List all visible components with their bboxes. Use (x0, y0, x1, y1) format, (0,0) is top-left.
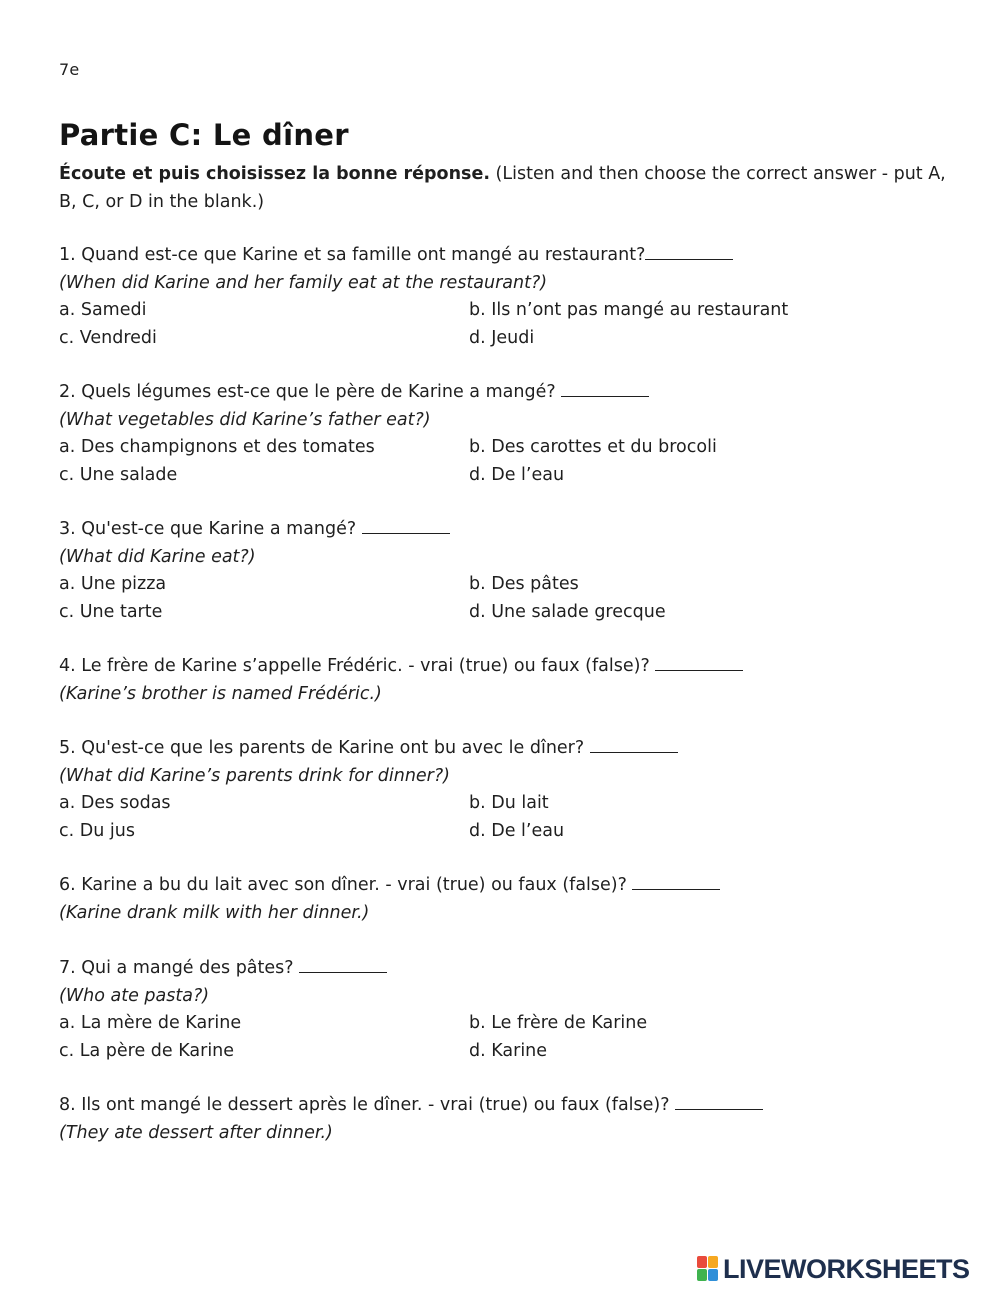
option-c: c. Du jus (59, 820, 135, 841)
question-3-translation: (What did Karine eat?) (59, 546, 256, 567)
answer-blank-6[interactable] (632, 873, 720, 890)
option-b: b. Ils n’ont pas mangé au restaurant (469, 300, 789, 320)
question-2-options (59, 434, 949, 489)
answer-blank-4[interactable] (655, 654, 743, 671)
question-4-prompt: 4. Le frère de Karine s’appelle Frédéric. - vrai (true) ou faux (false)? (59, 656, 656, 676)
logo-block-blue (708, 1269, 718, 1281)
question-7-translation: (Who ate pasta?) (59, 985, 210, 1006)
option-a: a. Des champignons et des tomates (59, 437, 375, 457)
answer-blank-8[interactable] (675, 1093, 763, 1110)
option-b: b. Le frère de Karine (469, 1013, 648, 1033)
question-1 (59, 242, 949, 352)
question-1-translation: (When did Karine and her family eat at the restaurant?) (59, 272, 548, 293)
question-8-prompt: 8. Ils ont mangé le dessert après le dîner. - vrai (true) ou faux (false)? (59, 1095, 676, 1115)
question-2-translation: (What vegetables did Karine’s father eat?) (59, 409, 431, 430)
question-8-translation: (They ate dessert after dinner.) (59, 1122, 333, 1143)
question-6-prompt: 6. Karine a bu du lait avec son dîner. - vrai (true) ou faux (false)? (59, 875, 633, 895)
answer-blank-2[interactable] (561, 380, 649, 397)
option-b: b. Des carottes et du brocoli (469, 437, 717, 457)
question-5-prompt: 5. Qu'est-ce que les parents de Karine ont bu avec le dîner? (59, 738, 590, 758)
question-2 (59, 379, 949, 489)
option-c: c. La père de Karine (59, 1040, 235, 1061)
question-3-prompt: 3. Qu'est-ce que Karine a mangé? (59, 519, 362, 539)
question-7-prompt: 7. Qui a mangé des pâtes? (59, 958, 300, 978)
instructions-bold: Écoute et puis choisissez la bonne réponse. (59, 164, 490, 184)
question-8 (59, 1092, 949, 1147)
option-a: a. Une pizza (59, 574, 167, 594)
instructions-translation: (Listen and then choose the correct answer - put A, B, C, or D in the blank.) (59, 164, 946, 212)
option-a: a. La mère de Karine (59, 1013, 242, 1033)
liveworksheets-logo-text: LIVEWORKSHEETS (723, 1253, 970, 1284)
question-5-translation: (What did Karine’s parents drink for dinner?) (59, 765, 450, 786)
answer-blank-1[interactable] (645, 243, 733, 260)
option-d: d. De l’eau (469, 464, 565, 485)
question-1-prompt: 1. Quand est-ce que Karine et sa famille ont mangé au restaurant? (59, 245, 646, 265)
option-c: c. Vendredi (59, 327, 157, 348)
option-c: c. Une tarte (59, 601, 163, 622)
option-a: a. Des sodas (59, 793, 171, 813)
option-d: d. Une salade grecque (469, 601, 666, 622)
logo-block-green (697, 1269, 707, 1281)
question-4 (59, 653, 949, 708)
question-2-prompt: 2. Quels légumes est-ce que le père de Karine a mangé? (59, 382, 562, 402)
question-7 (59, 955, 949, 1065)
option-d: d. De l’eau (469, 820, 565, 841)
page-title: Partie C: Le dîner (59, 118, 349, 152)
option-a: a. Samedi (59, 300, 147, 320)
option-d: d. Karine (469, 1040, 548, 1061)
question-3-options (59, 571, 949, 626)
option-b: b. Des pâtes (469, 574, 579, 594)
logo-block-orange (708, 1256, 718, 1268)
instructions (59, 160, 949, 216)
liveworksheets-logo-icon (697, 1256, 719, 1282)
answer-blank-7[interactable] (299, 956, 387, 973)
question-1-options (59, 297, 949, 352)
question-7-options (59, 1010, 949, 1065)
liveworksheets-logo (697, 1254, 970, 1284)
question-6-translation: (Karine drank milk with her dinner.) (59, 902, 370, 923)
answer-blank-3[interactable] (362, 517, 450, 534)
question-4-translation: (Karine’s brother is named Frédéric.) (59, 683, 382, 704)
logo-block-red (697, 1256, 707, 1268)
question-6 (59, 872, 949, 927)
grade-label: 7e (59, 60, 80, 79)
option-c: c. Une salade (59, 464, 178, 485)
question-5 (59, 735, 949, 845)
answer-blank-5[interactable] (590, 736, 678, 753)
option-b: b. Du lait (469, 793, 549, 813)
question-3 (59, 516, 949, 626)
option-d: d. Jeudi (469, 327, 535, 348)
question-5-options (59, 790, 949, 845)
